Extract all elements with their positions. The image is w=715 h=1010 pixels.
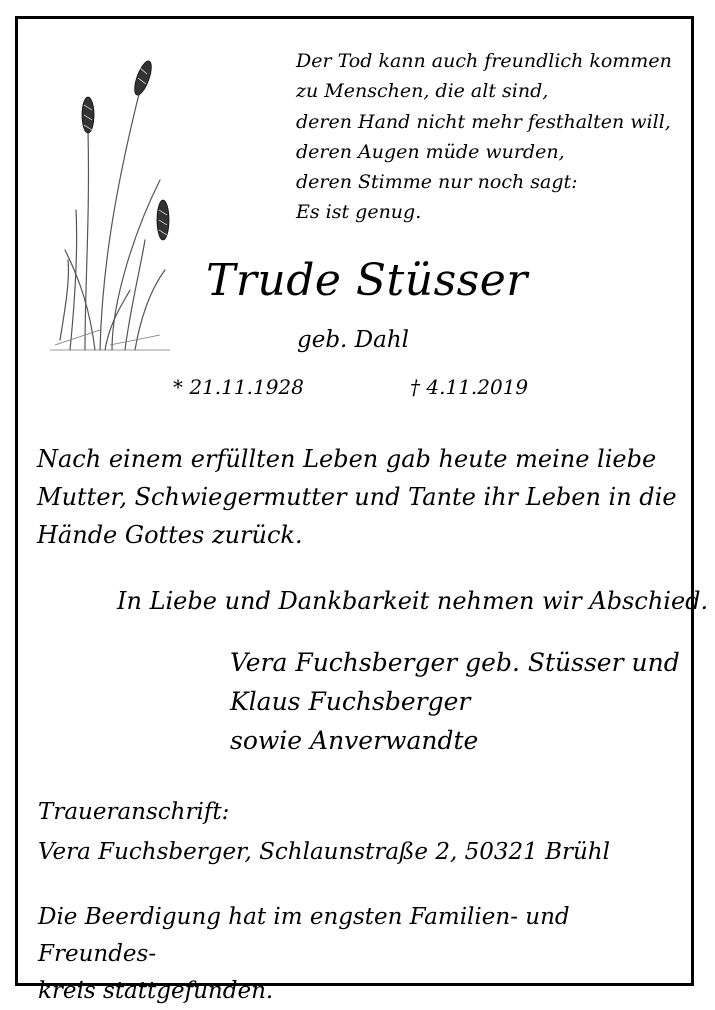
message-line: Nach einem erfüllten Leben gab heute meine liebe bbox=[37, 445, 657, 473]
poem-line: deren Hand nicht mehr festhalten will, bbox=[296, 110, 671, 133]
birth-date: * 21.11.1928 bbox=[173, 375, 304, 399]
signer-line: Klaus Fuchsberger bbox=[230, 687, 471, 716]
address-value: Vera Fuchsberger, Schlaunstraße 2, 50321 Brühl bbox=[38, 839, 610, 865]
address-label: Traueranschrift: bbox=[38, 799, 230, 825]
burial-line: Die Beerdigung hat im engsten Familien- und Freundes- bbox=[38, 904, 570, 967]
death-date: † 4.11.2019 bbox=[410, 375, 529, 399]
poem-line: zu Menschen, die alt sind, bbox=[296, 80, 549, 103]
poem-line: Es ist genug. bbox=[296, 201, 422, 224]
poem-line: Der Tod kann auch freundlich kommen bbox=[296, 50, 672, 72]
message-line: Hände Gottes zurück. bbox=[37, 521, 303, 549]
signer-line: sowie Anverwandte bbox=[230, 726, 479, 755]
poem bbox=[296, 46, 672, 228]
message-line: Mutter, Schwiegermutter und Tante ihr Leben in die bbox=[37, 483, 677, 511]
signer-line: Vera Fuchsberger geb. Stüsser und bbox=[230, 648, 680, 677]
deceased-name: Trude Stüsser bbox=[206, 255, 528, 306]
burial-line: kreis stattgefunden. bbox=[38, 978, 274, 1004]
poem-line: deren Stimme nur noch sagt: bbox=[296, 171, 578, 194]
wheat-ears-icon bbox=[40, 50, 190, 370]
signers bbox=[230, 643, 680, 760]
poem-line: deren Augen müde wurden, bbox=[296, 140, 565, 163]
farewell-text: In Liebe und Dankbarkeit nehmen wir Abschied. bbox=[117, 587, 709, 615]
birth-name: geb. Dahl bbox=[297, 327, 410, 353]
message-text bbox=[37, 440, 677, 554]
burial-note bbox=[38, 899, 678, 1010]
